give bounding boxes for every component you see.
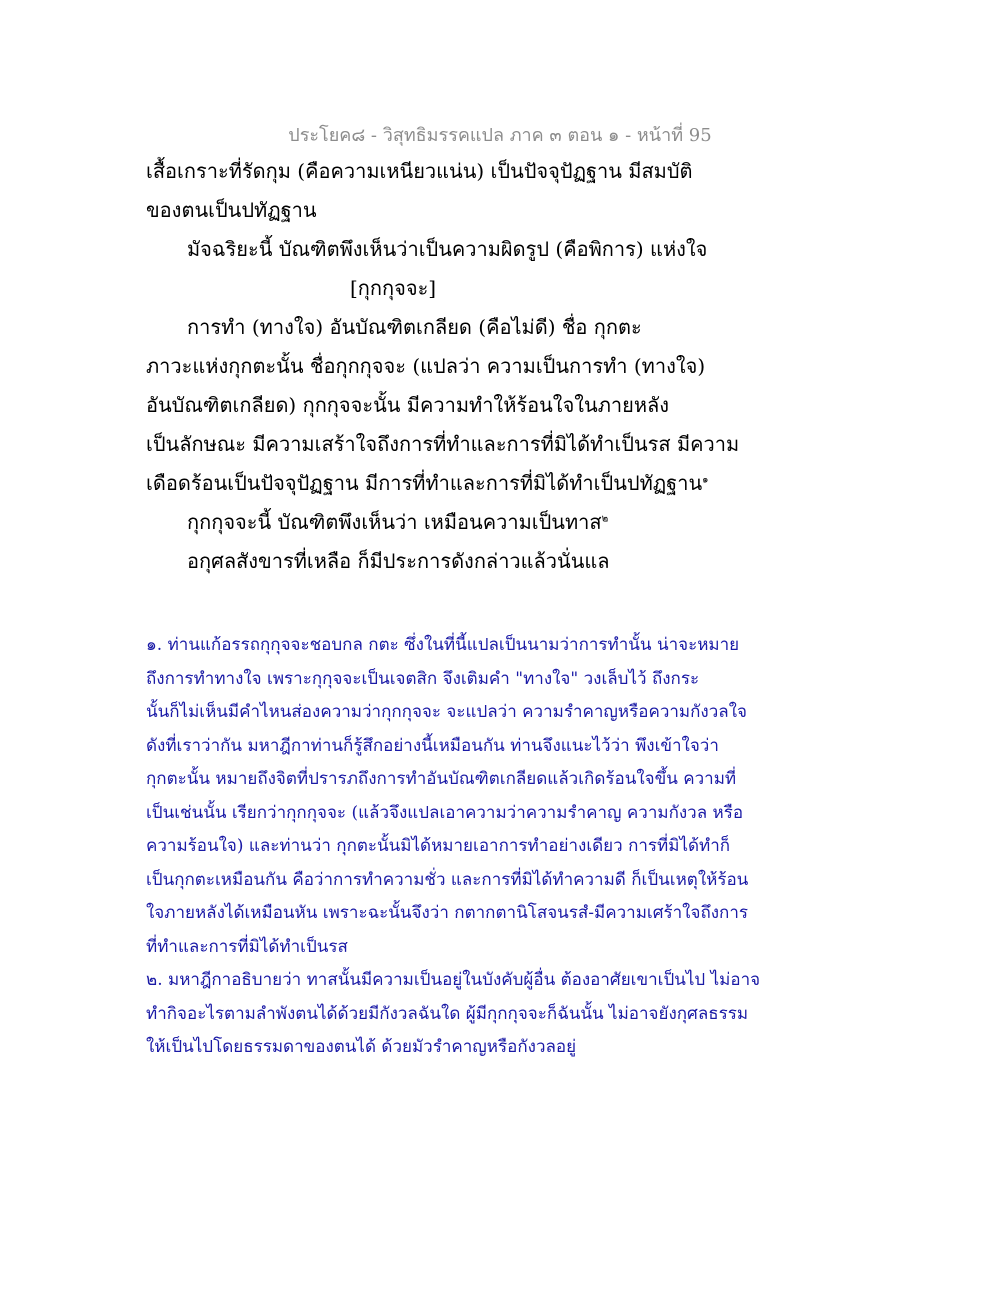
footnote-line: ความร้อนใจ) และท่านว่า กุกตะนั้นมิได้หมายเอาการทำอย่างเดียว การที่มิได้ทำก็	[146, 836, 731, 856]
footnote-line: ทำกิจอะไรตามลำพังตนได้ด้วยมีกังวลฉันใด ผู้มีกุกกุจจะก็ฉันนั้น ไม่อาจยังกุศลธรรม	[146, 1003, 749, 1024]
page-header-text: ประโยค๘ - วิสุทธิมรรคแปล ภาค ๓ ตอน ๑ - หน้าที่ 95	[288, 125, 712, 146]
body-line: อันบัณฑิตเกลียด) กุกกุจจะนั้น มีความทำให้ร้อนใจในภายหลัง	[146, 393, 670, 417]
body-line: เป็นลักษณะ มีความเสร้าใจถึงการที่ทำและการที่มิได้ทำเป็นรส มีความ	[146, 432, 740, 456]
body-line: การทำ (ทางใจ) อันบัณฑิตเกลียด (คือไม่ดี) ชื่อ กุกตะ	[187, 315, 642, 339]
footnote-line: ดังที่เราว่ากัน มหาฎีกาท่านก็รู้สึกอย่างนี้เหมือนกัน ท่านจึงแนะไว้ว่า พึงเข้าใจว่า	[146, 735, 719, 756]
body-line-text: กุกกุจจะนี้ บัณฑิตพึงเห็นว่า เหมือนความเป็นทาส	[187, 510, 602, 534]
body-line-text: เดือดร้อนเป็นปัจจุปัฏฐาน มีการที่ทำและการที่มิได้ทำเป็นปทัฏฐาน	[146, 471, 703, 495]
footnote-mark[interactable]: ๒	[601, 513, 609, 525]
footnote-line: เป็นเช่นนั้น เรียกว่ากุกกุจจะ (แล้วจึงแปลเอาความว่าความรำคาญ ความกังวล หรือ	[146, 802, 744, 823]
body-line: มัจฉริยะนี้ บัณฑิตพึงเห็นว่าเป็นความผิดรูป (คือพิการ) แห่งใจ	[187, 237, 708, 261]
body-line: อกุศลสังขารที่เหลือ ก็มีประการดังกล่าวแล้วนั่นแล	[187, 549, 610, 573]
section-heading: [กุกกุจจะ]	[350, 276, 437, 300]
footnote-line: ๒. มหาฎีกาอธิบายว่า ทาสนั้นมีความเป็นอยู่ในบังคับผู้อื่น ต้องอาศัยเขาเป็นไป ไม่อาจ	[146, 970, 761, 990]
footnote-line: กุกตะนั้น หมายถึงจิตที่ปรารภถึงการทำอันบัณฑิตเกลียดแล้วเกิดร้อนใจขึ้น ความที่	[146, 769, 737, 789]
footnote-line: ๑. ท่านแก้อรรถกุกุจจะชอบกล กตะ ซึ่งในที่นี้แปลเป็นนามว่าการทำนั้น น่าจะหมาย	[146, 635, 740, 655]
page-header	[0, 120, 1000, 149]
body-line: เสื้อเกราะที่รัดกุม (คือความเหนียวแน่น) เป็นปัจจุปัฏฐาน มีสมบัติ	[146, 159, 693, 183]
footnote-line: ใจภายหลังได้เหมือนหัน เพราะฉะนั้นจึงว่า กตากตานิโสจนรสํ-มีความเศร้าใจถึงการ	[146, 903, 749, 923]
body-line: ของตนเป็นปทัฏฐาน	[146, 198, 317, 222]
footnote-line: ให้เป็นไปโดยธรรมดาของตนได้ ด้วยมัวรำคาญหรือกังวลอยู่	[146, 1037, 577, 1057]
footnote-line: ที่ทำและการที่มิได้ทำเป็นรส	[146, 936, 348, 957]
body-line: ภาวะแห่งกุกตะนั้น ชื่อกุกกุจจะ (แปลว่า ความเป็นการทำ (ทางใจ)	[146, 354, 706, 378]
footnote-line: เป็นกุกตะเหมือนกัน คือว่าการทำความชั่ว และการที่มิได้ทำความดี ก็เป็นเหตุให้ร้อน	[146, 869, 749, 890]
body-line	[146, 464, 866, 503]
footnote-mark[interactable]: ๑	[702, 474, 709, 486]
body-line	[146, 503, 866, 542]
footnote-line: ถึงการทำทางใจ เพราะกุกุจจะเป็นเจตสิก จึงเติมคำ "ทางใจ" วงเล็บไว้ ถึงกระ	[146, 668, 700, 689]
main-text	[146, 152, 866, 581]
footnote-line: นั้นก็ไม่เห็นมีคำไหนส่องความว่ากุกกุจจะ จะแปลว่า ความรำคาญหรือความกังวลใจ	[146, 702, 747, 722]
footnotes	[146, 629, 866, 1065]
